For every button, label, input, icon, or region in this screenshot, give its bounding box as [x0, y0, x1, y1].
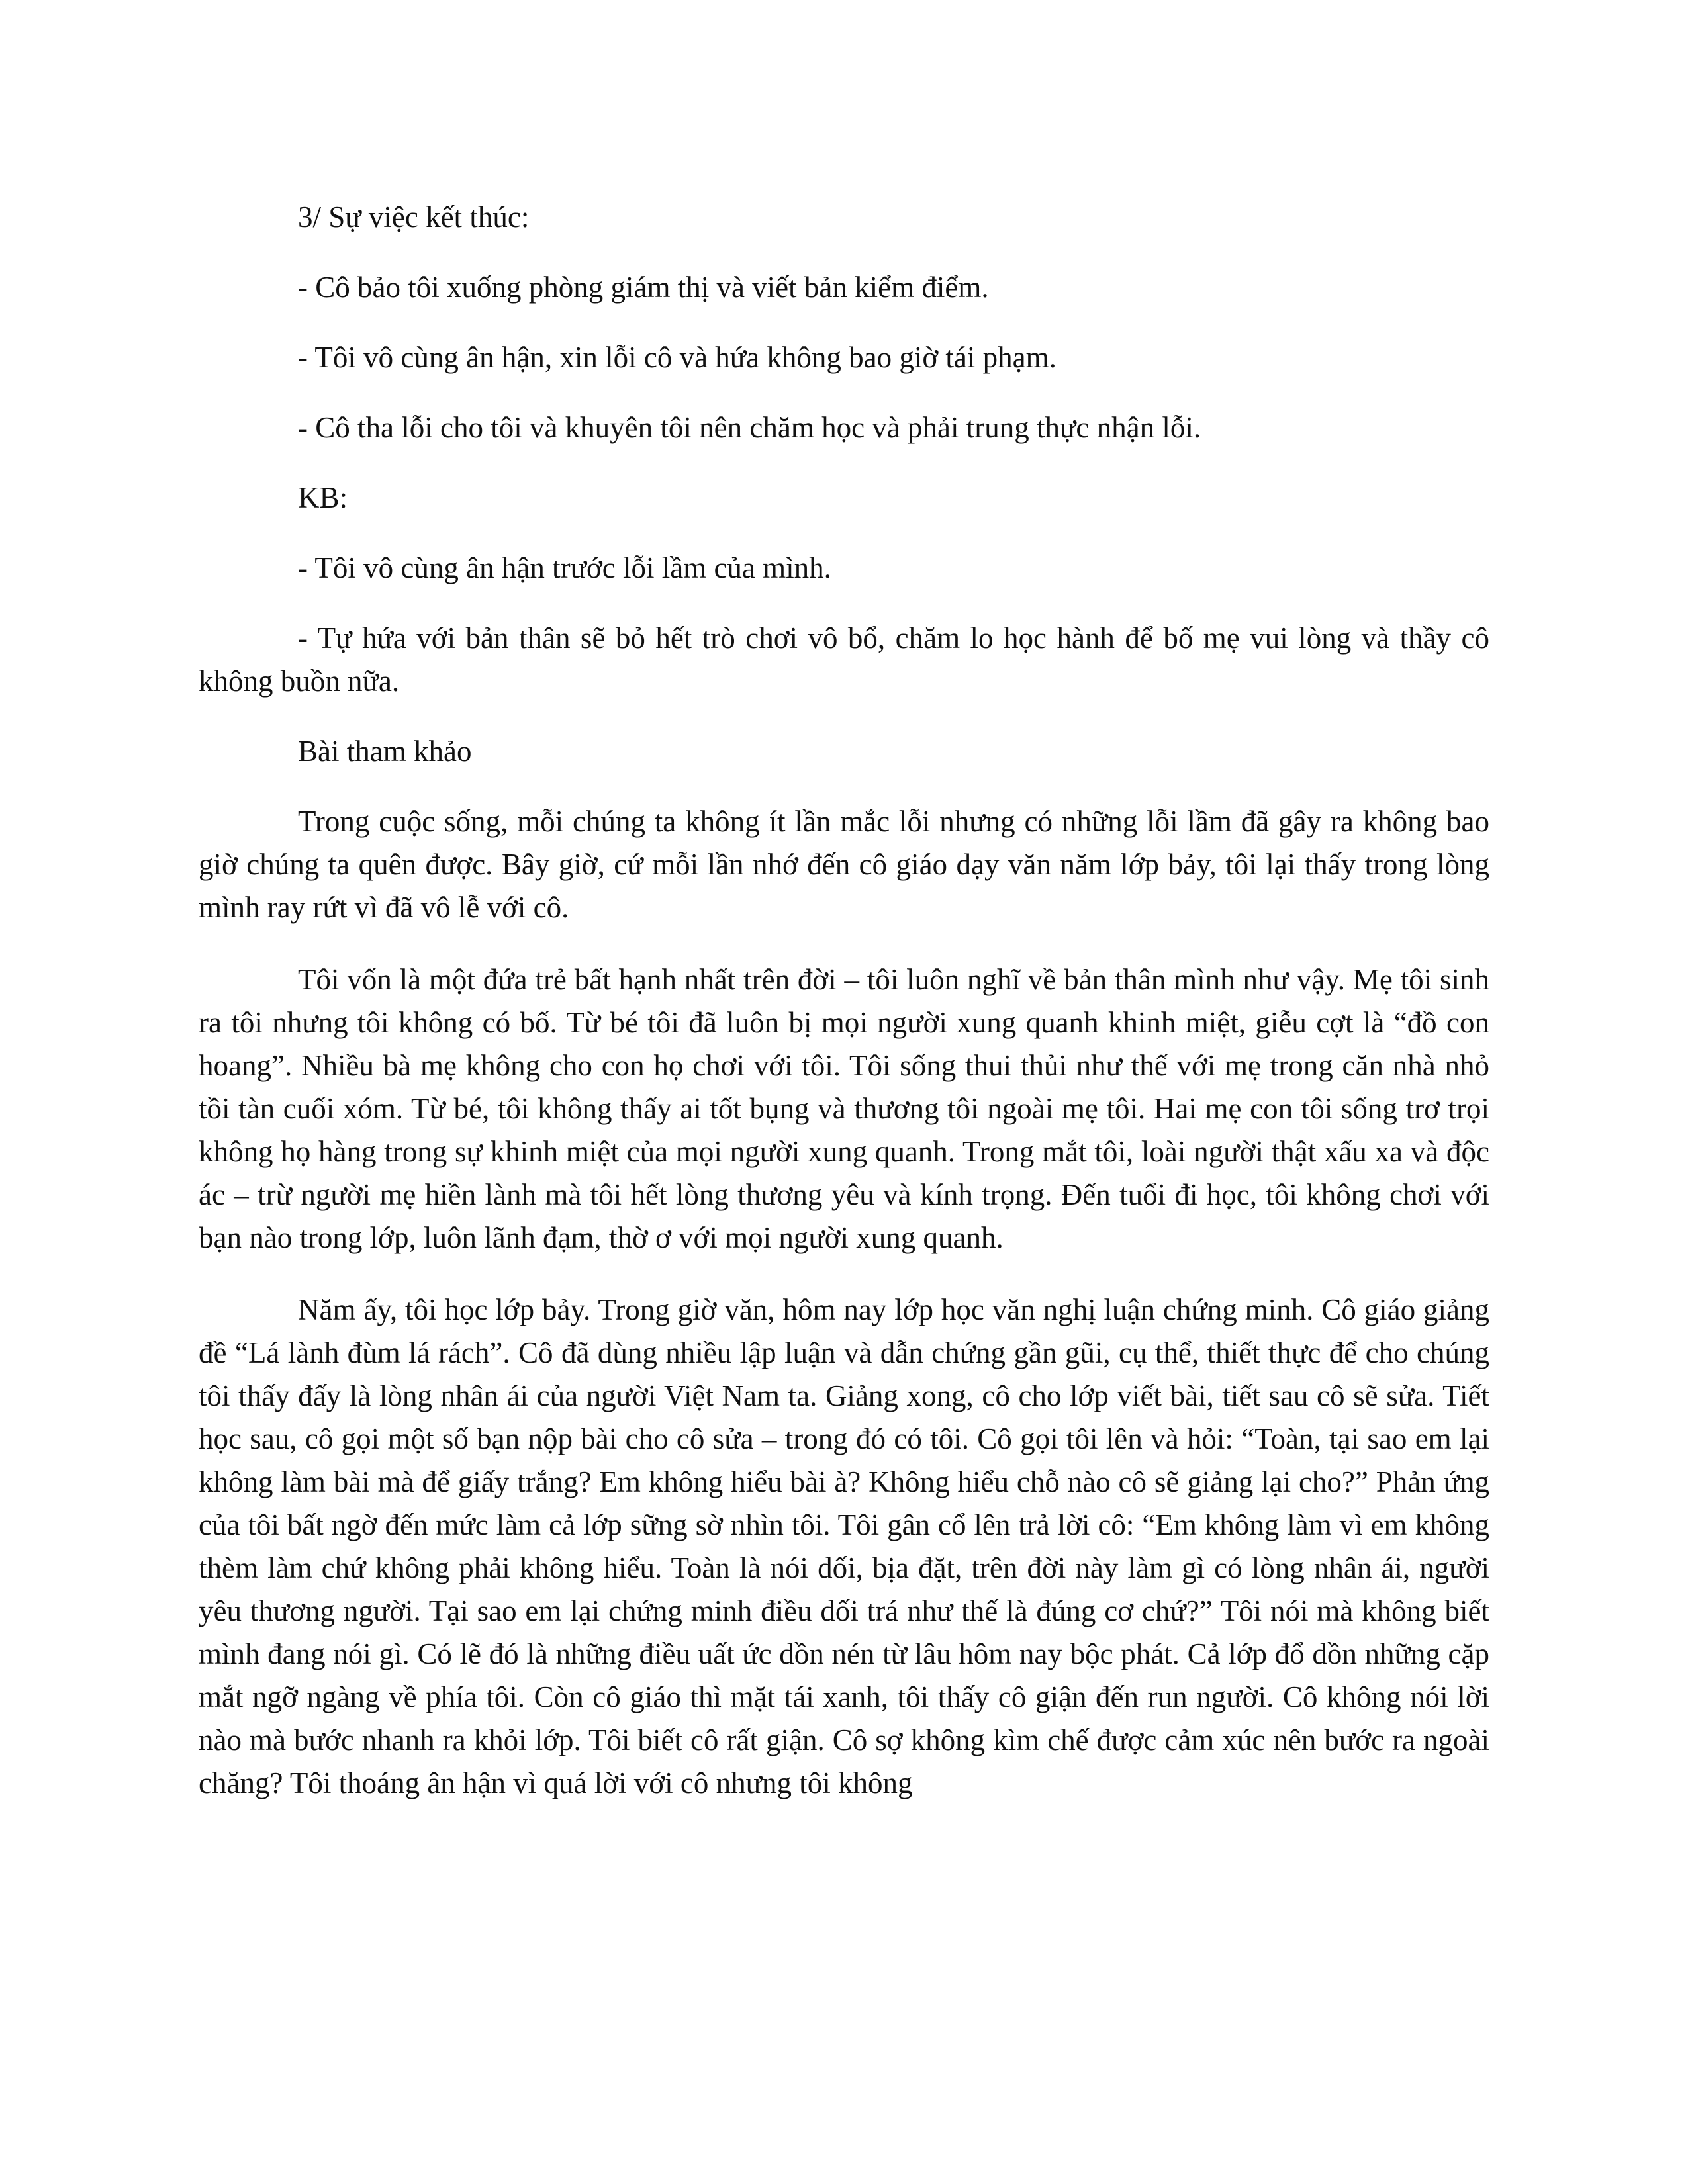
reference-essay-title: Bài tham khảo [298, 735, 472, 768]
essay-paragraph-3: Năm ấy, tôi học lớp bảy. Trong giờ văn, hôm nay lớp học văn nghị luận chứng minh. Cô giáo giảng đề “Lá lành đùm lá rách”. Cô đã dùng nhiều lập luận và dẫn chứng gần gũi, cụ thể, thiết thực để cho chúng tôi thấy đấy là lòng nhân ái của người Việt Nam ta. Giảng xong, cô cho lớp viết bài, tiết sau cô sẽ sửa. Tiết học sau, cô gọi một số bạn nộp bài cho cô sửa – trong đó có tôi. Cô gọi tôi lên và hỏi: “Toàn, tại sao em lại không làm bài mà để giấy trắng? Em không hiểu bài à? Không hiểu chỗ nào cô sẽ giảng lại cho?” Phản ứng của tôi bất ngờ đến mức làm cả lớp sững sờ nhìn tôi. Tôi gân cổ lên trả lời cô: “Em không làm vì em không thèm làm chứ không phải không hiểu. Toàn là nói dối, bịa đặt, trên đời này làm gì có lòng nhân ái, người yêu thương người. Tại sao em lại chứng minh điều dối trá như thế là đúng cơ chứ?” Tôi nói mà không biết mình đang nói gì. Có lẽ đó là những điều uất ức dồn nén từ lâu hôm nay bộc phát. Cả lớp đổ dồn những cặp mắt ngỡ ngàng về phía tôi. Còn cô giáo thì mặt tái xanh, tôi thấy cô giận đến run người. Cô không nói lời nào mà bước nhanh ra khỏi lớp. Tôi biết cô rất giận. Cô sợ không kìm chế được cảm xúc nên bước ra ngoài chăng? Tôi thoáng ân hận vì quá lời với cô nhưng tôi không [199, 1293, 1489, 1799]
conclusion-item-1: - Tôi vô cùng ân hận trước lỗi lầm của mình. [298, 551, 831, 584]
essay-paragraph-1: Trong cuộc sống, mỗi chúng ta không ít lần mắc lỗi nhưng có những lỗi lầm đã gây ra không bao giờ chúng ta quên được. Bây giờ, cứ mỗi lần nhớ đến cô giáo dạy văn năm lớp bảy, tôi lại thấy trong lòng mình ray rứt vì đã vô lễ với cô. [199, 805, 1489, 924]
ending-item-2: - Tôi vô cùng ân hận, xin lỗi cô và hứa không bao giờ tái phạm. [298, 341, 1056, 374]
document-body [199, 196, 1489, 1805]
ending-item-1: - Cô bảo tôi xuống phòng giám thị và viết bản kiểm điểm. [298, 271, 989, 304]
essay-paragraph-2: Tôi vốn là một đứa trẻ bất hạnh nhất trên đời – tôi luôn nghĩ về bản thân mình như vậy. Mẹ tôi sinh ra tôi nhưng tôi không có bố. Từ bé tôi đã luôn bị mọi người xung quanh khinh miệt, giễu cợt là “đồ con hoang”. Nhiều bà mẹ không cho con họ chơi với tôi. Tôi sống thui thủi như thế với mẹ trong căn nhà nhỏ tồi tàn cuối xóm. Từ bé, tôi không thấy ai tốt bụng và thương tôi ngoài mẹ tôi. Hai mẹ con tôi sống trơ trọi không họ hàng trong sự khinh miệt của mọi người xung quanh. Trong mắt tôi, loài người thật xấu xa và độc ác – trừ người mẹ hiền lành mà tôi hết lòng thương yêu và kính trọng. Đến tuổi đi học, tôi không chơi với bạn nào trong lớp, luôn lãnh đạm, thờ ơ với mọi người xung quanh. [199, 963, 1489, 1254]
conclusion-item-2: - Tự hứa với bản thân sẽ bỏ hết trò chơi vô bổ, chăm lo học hành để bố mẹ vui lòng và thầy cô không buồn nữa. [199, 621, 1489, 698]
section-heading-ending: 3/ Sự việc kết thúc: [298, 201, 530, 234]
section-heading-conclusion: KB: [298, 481, 348, 514]
ending-item-3: - Cô tha lỗi cho tôi và khuyên tôi nên chăm học và phải trung thực nhận lỗi. [298, 411, 1201, 444]
